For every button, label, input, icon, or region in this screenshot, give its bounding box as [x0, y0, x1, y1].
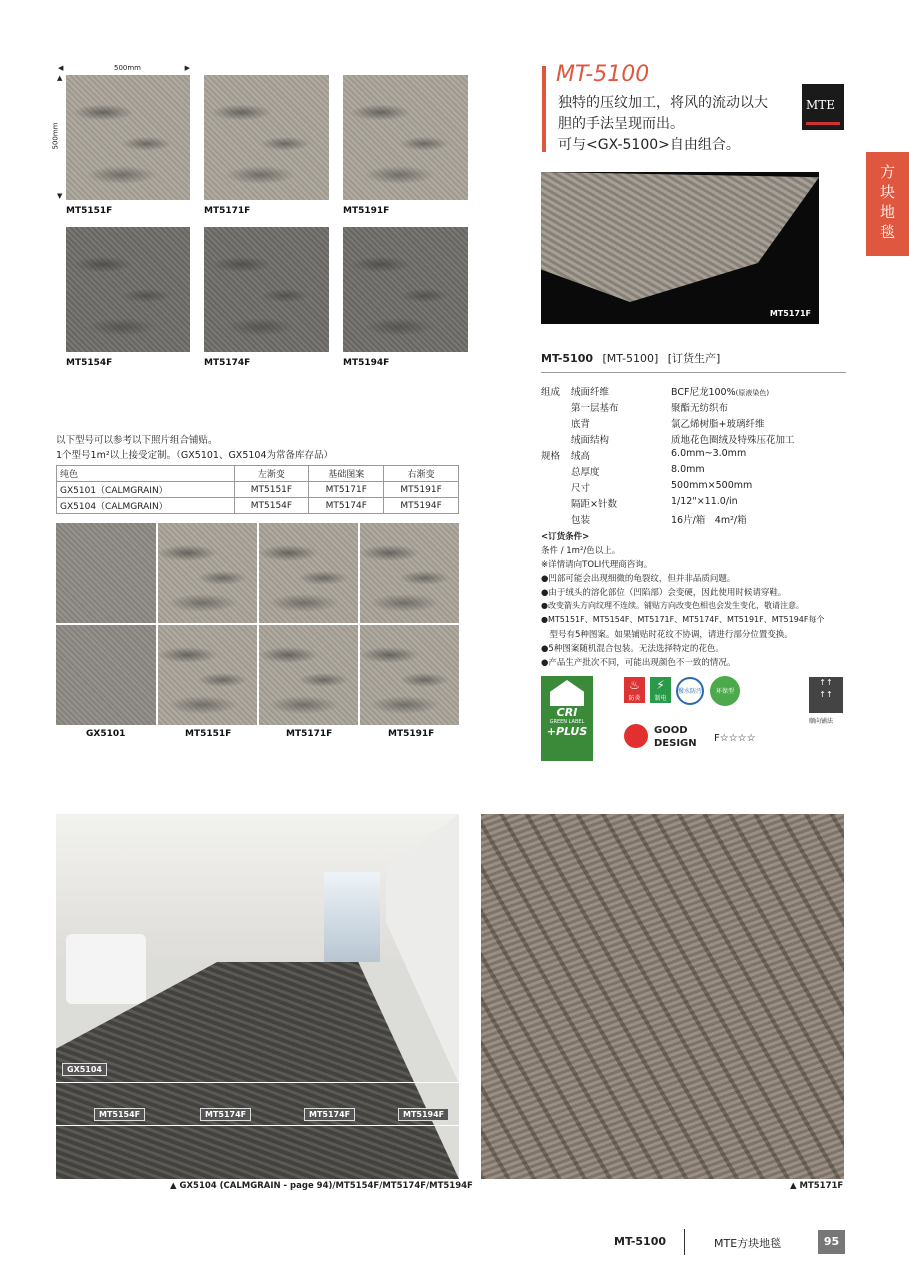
arrow-up-icon: ▲ — [57, 74, 63, 82]
spec-name: 第一层基布 — [571, 403, 619, 414]
order-condition-line: ●5种图案随机混合包装。无法选择特定的花色。 — [541, 644, 724, 654]
swatch-caption: MT5191F — [343, 206, 390, 216]
description-line: 胆的手法呈现而出。 — [558, 116, 684, 132]
spec-value: 1/12"×11.0/in — [671, 496, 738, 507]
footer-divider — [684, 1229, 685, 1255]
formaldehyde-rating: F☆☆☆☆ — [714, 733, 756, 744]
arrow-left-icon: ◀ — [58, 64, 64, 72]
order-condition-line: ●由于绒头的溶化部位（凹陷部）会变硬，因此使用时候请穿鞋。 — [541, 588, 787, 598]
title-accent-bar — [542, 66, 546, 152]
spec-name: 底背 — [571, 419, 591, 430]
direction-label: 顺向铺法 — [809, 718, 834, 725]
room-photo — [56, 814, 459, 1179]
mte-logo: MTE — [802, 84, 844, 130]
room-label: MT5194F — [398, 1108, 449, 1121]
arrow-right-icon: ▶ — [184, 64, 190, 72]
arrow-down-icon: ▼ — [57, 192, 63, 200]
spec-name: 绒面结构 — [571, 435, 610, 446]
spec-value: 质地花色圈绒及特殊压花加工 — [671, 435, 795, 446]
eco-icon: 环保型 — [710, 676, 740, 706]
spec-name: 隔距×针数 — [571, 499, 617, 510]
spec-name: 包装 — [571, 515, 591, 526]
description-line: 独特的压纹加工，将风的流动以大 — [558, 95, 768, 111]
spec-value: BCF尼龙100%(原液染色) — [671, 387, 770, 398]
swatch-mt5151f — [66, 75, 190, 200]
spec-name: 总厚度 — [571, 467, 600, 478]
page-number: 95 — [818, 1230, 845, 1254]
order-condition-line: 型号有5种图案。如果铺贴时花纹不协调，请进行部分位置变换。 — [541, 630, 793, 640]
spec-value: 500mm×500mm — [671, 480, 753, 491]
spec-name: 绒面纤维 — [571, 387, 610, 398]
swatch-mt5154f — [66, 227, 190, 352]
height-dimension — [51, 74, 66, 200]
room-label: MT5174F — [200, 1108, 251, 1121]
combo-caption: MT5151F — [185, 729, 232, 739]
swatch-caption: MT5154F — [66, 358, 113, 368]
combo-caption: MT5191F — [388, 729, 435, 739]
combo-table: 纯色 左渐变 基础图案 右渐变 GX5101（CALMGRAIN） MT5151F MT5171F MT5191F GX5104（CALMGRAIN） MT5154F MT5174F MT5194F — [56, 465, 459, 514]
closeup-photo — [481, 814, 844, 1179]
swatch-caption: MT5151F — [66, 206, 113, 216]
order-condition-line: ●凹部可能会出现细微的龟裂纹，但并非品质问题。 — [541, 574, 736, 584]
order-condition-line: ●产品生产批次不同，可能出现颜色不一致的情况。 — [541, 658, 736, 668]
description-line: 可与<GX-5100>自由组合。 — [558, 137, 740, 153]
combo-caption: GX5101 — [86, 729, 126, 739]
table-row: GX5101（CALMGRAIN） MT5151F MT5171F MT5191F — [57, 482, 459, 498]
antistatic-icon: ⚡ 制电 — [650, 677, 671, 703]
good-design-text: GOOD DESIGN — [654, 725, 697, 749]
footer-code: MT-5100 — [614, 1235, 667, 1248]
room-caption: ▲ GX5104 (CALMGRAIN - page 94)/MT5154F/MT5174F/MT5194F — [170, 1181, 473, 1191]
spec-group: 规格 — [541, 451, 561, 462]
swatch-caption: MT5194F — [343, 358, 390, 368]
spec-value: 6.0mm~3.0mm — [671, 448, 747, 459]
width-dimension — [58, 64, 190, 74]
order-condition-line: ●MT5151F、MT5154F、MT5171F、MT5174F、MT5191F、MT5194F每个 — [541, 615, 825, 624]
table-row: GX5104（CALMGRAIN） MT5154F MT5174F MT5194F — [57, 498, 459, 514]
order-condition-line: 条件 / 1m²/色以上。 — [541, 546, 621, 556]
office-chair — [66, 934, 146, 1004]
product-photo — [541, 172, 819, 324]
height-label: 500mm — [51, 122, 60, 150]
spec-group: 组成 — [541, 387, 561, 398]
house-icon — [550, 680, 584, 706]
width-label: 500mm — [114, 64, 141, 72]
room-label: MT5174F — [304, 1108, 355, 1121]
photo-caption: MT5171F — [769, 309, 811, 318]
footer-category: MTE方块地毯 — [714, 1237, 782, 1250]
room-label: MT5154F — [94, 1108, 145, 1121]
swatch-mt5194f — [343, 227, 468, 352]
order-conditions-title: <订货条件> — [541, 532, 590, 542]
swatch-mt5171f — [204, 75, 329, 200]
good-design-icon — [624, 724, 648, 748]
order-condition-line: ●改变箭头方向纹理不连续。铺贴方向改变色相也会发生变化，敬请注意。 — [541, 601, 804, 610]
spec-name: 尺寸 — [571, 483, 591, 494]
combo-grid — [56, 523, 459, 725]
cri-green-label-badge: CRI GREEN LABEL +PLUS — [541, 676, 593, 761]
combo-intro: 以下型号可以参考以下照片组合铺贴。 — [56, 435, 218, 446]
order-condition-line: ※详情请向TOLI代理商咨询。 — [541, 560, 653, 570]
spec-value: 8.0mm — [671, 464, 705, 475]
swatch-mt5191f — [343, 75, 468, 200]
window — [324, 872, 380, 962]
stain-resistant-icon: 撥水防汚 — [676, 677, 704, 705]
swatch-caption: MT5171F — [204, 206, 251, 216]
combo-intro: 1个型号1m²以上接受定制。（GX5101、GX5104为常备库存品） — [56, 450, 333, 461]
divider — [541, 372, 846, 373]
fire-retardant-icon: ♨ 防炎 — [624, 677, 645, 703]
room-label: GX5104 — [62, 1063, 107, 1076]
closeup-caption: ▲ MT5171F — [790, 1181, 844, 1191]
spec-value: 聚酯无纺织布 — [671, 403, 729, 414]
direction-icon: ↑↑ ↑↑ — [809, 677, 843, 713]
swatch-caption: MT5174F — [204, 358, 251, 368]
page-title: MT-5100 — [556, 62, 650, 87]
spec-value: 16片/箱 4m²/箱 — [671, 515, 747, 526]
category-side-tab: 方 块 地 毯 — [866, 152, 909, 256]
spec-name: 绒高 — [571, 451, 591, 462]
combo-caption: MT5171F — [286, 729, 333, 739]
swatch-mt5174f — [204, 227, 329, 352]
spec-value: 氯乙烯树脂+玻璃纤维 — [671, 419, 765, 430]
product-line: MT-5100 [MT-5100] [订货生产] — [541, 352, 721, 365]
